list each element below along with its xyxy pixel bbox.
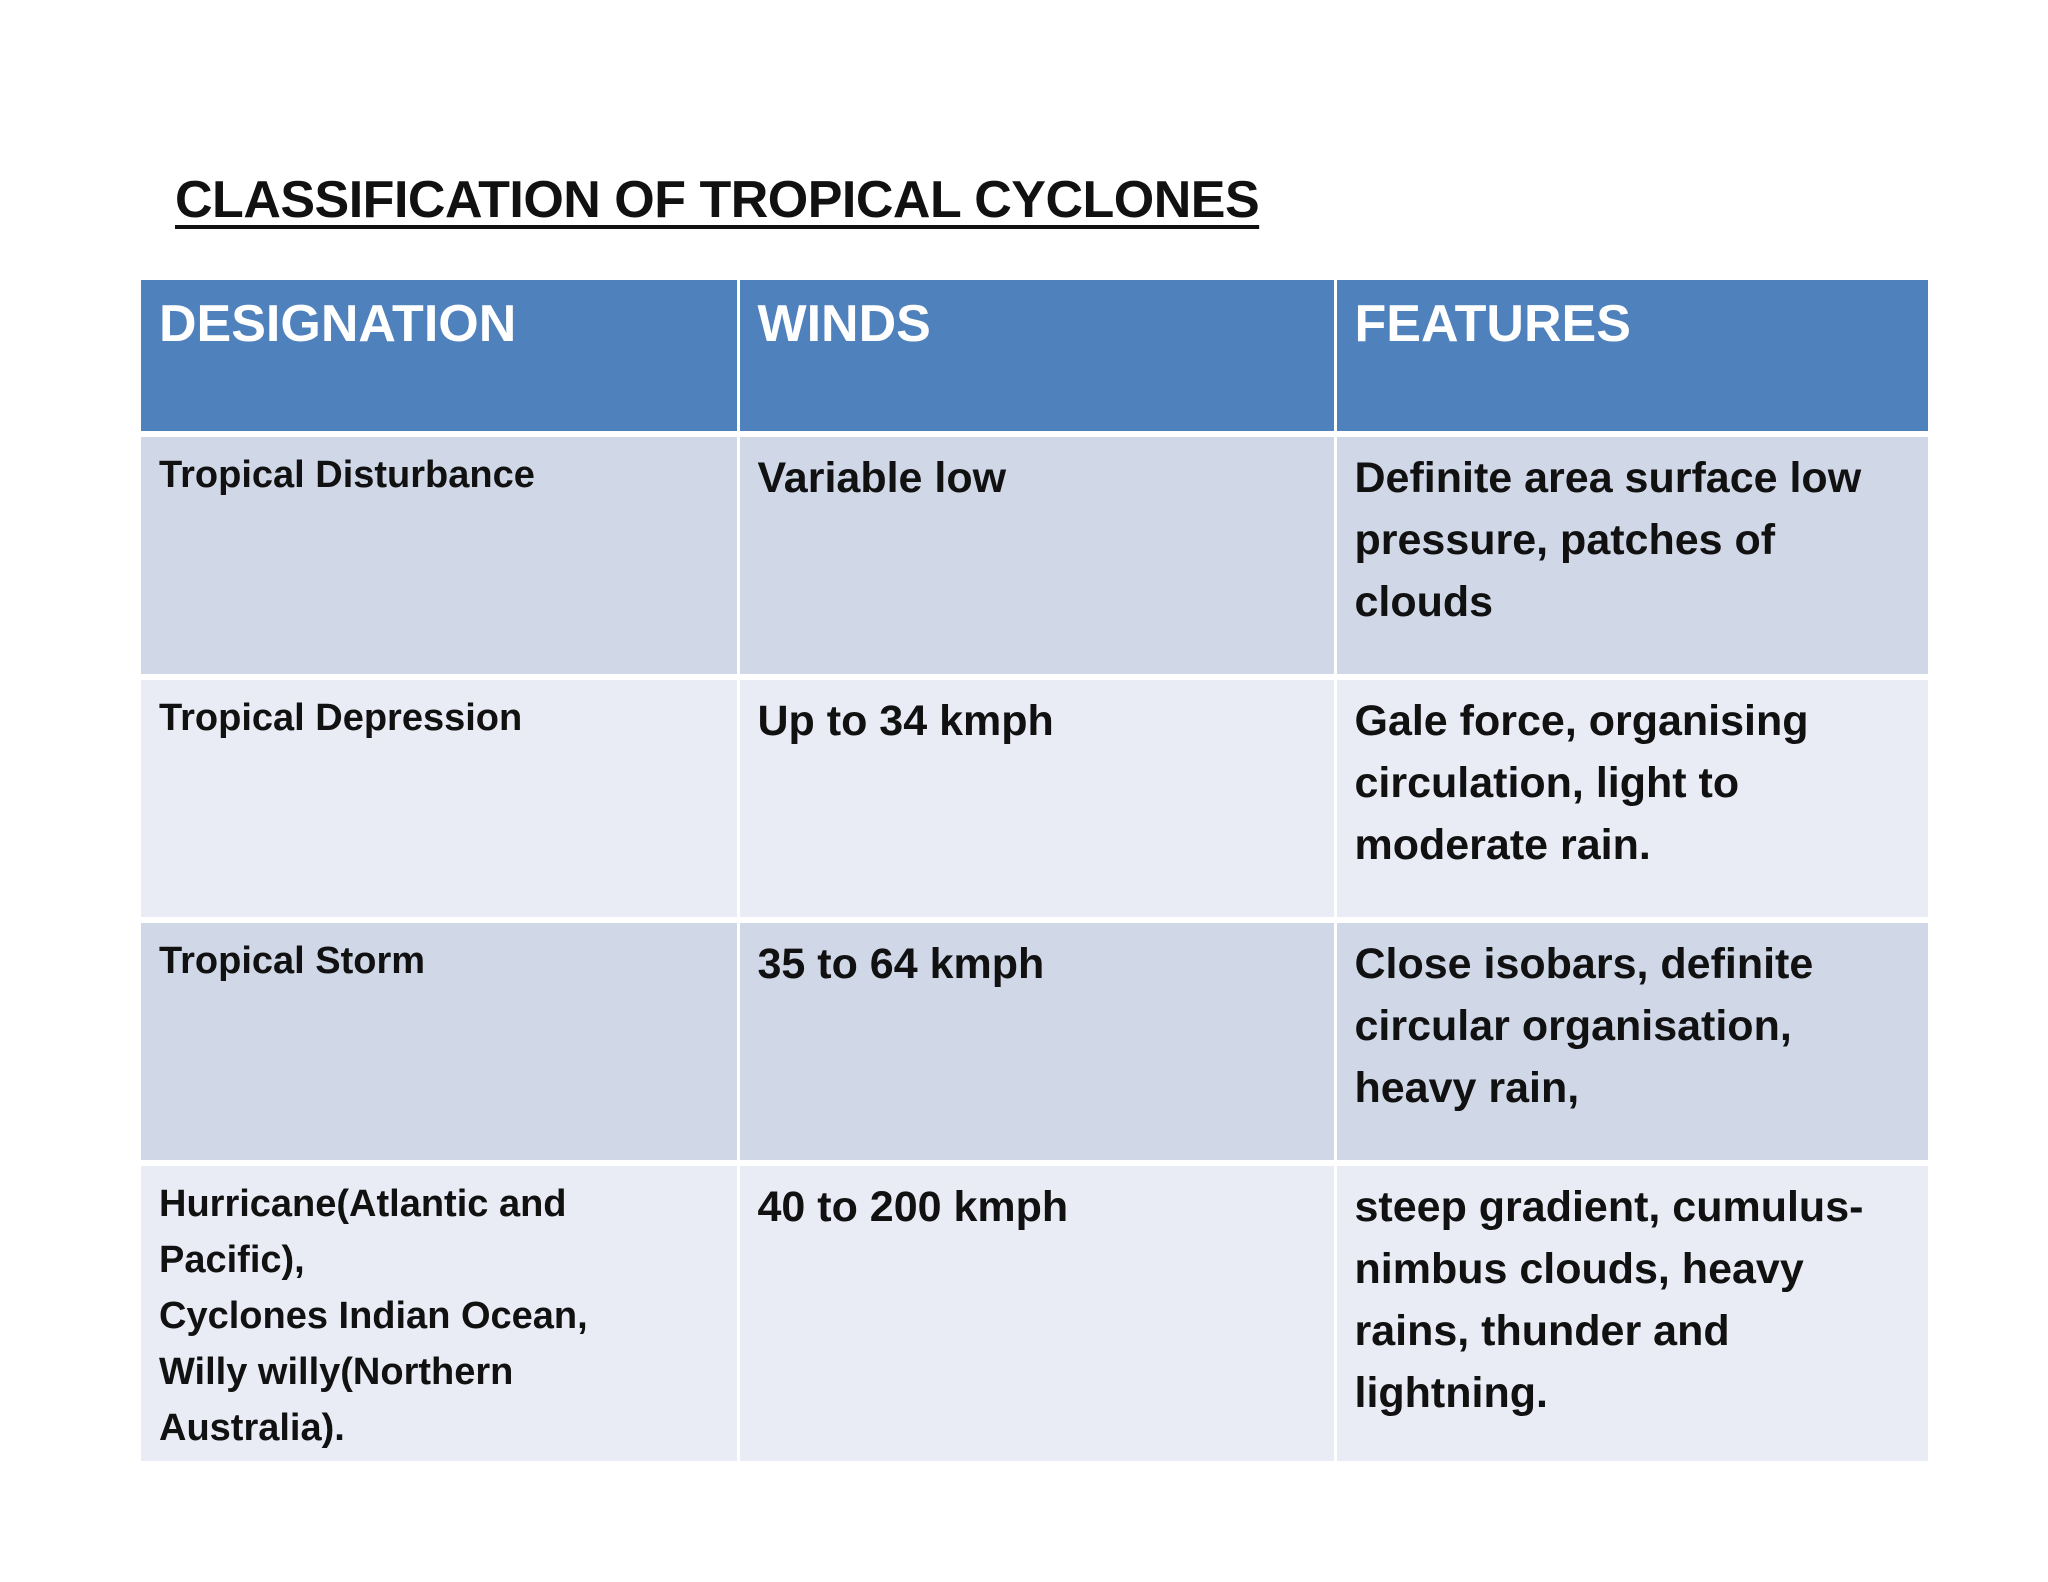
winds-cell: 40 to 200 kmph [738,1163,1335,1461]
features-line: heavy rain, [1354,1064,1580,1112]
cyclone-classification-table-container [141,280,1928,1461]
designation-cell [141,920,738,1163]
header-features: FEATURES [1335,280,1928,434]
winds-cell: Up to 34 kmph [738,677,1335,920]
features-line: circulation, light to [1354,759,1740,807]
features-cell [1335,677,1928,920]
header-winds: WINDS [738,280,1335,434]
table-row [141,1163,1928,1461]
features-cell [1335,434,1928,677]
features-cell [1335,920,1928,1163]
features-cell [1335,1163,1928,1461]
features-line: clouds [1354,578,1494,626]
slide-title: CLASSIFICATION OF TROPICAL CYCLONES [175,171,1260,229]
features-line: nimbus clouds, heavy [1354,1245,1804,1293]
winds-cell: 35 to 64 kmph [738,920,1335,1163]
features-line: Gale force, organising [1354,697,1809,745]
features-line: Close isobars, definite [1354,940,1814,988]
table-row [141,920,1928,1163]
designation-line: Pacific), [159,1239,305,1281]
features-line: moderate rain. [1354,821,1651,869]
designation-line: Tropical Disturbance [159,454,535,496]
designation-line: Willy willy(Northern [159,1351,514,1393]
features-line: lightning. [1354,1369,1548,1417]
designation-line: Australia). [159,1407,345,1449]
features-line: pressure, patches of [1354,516,1776,564]
cyclone-classification-table [141,280,1928,1461]
header-designation: DESIGNATION [141,280,738,434]
designation-cell [141,677,738,920]
designation-line: Cyclones Indian Ocean, [159,1295,588,1337]
designation-line: Hurricane(Atlantic and [159,1183,567,1225]
table-header-row [141,280,1928,434]
designation-cell [141,1163,738,1461]
features-line: rains, thunder and [1354,1307,1730,1355]
features-line: Definite area surface low [1354,454,1862,502]
features-line: circular organisation, [1354,1002,1792,1050]
table-row [141,677,1928,920]
winds-cell: Variable low [738,434,1335,677]
designation-cell [141,434,738,677]
designation-line: Tropical Depression [159,697,523,739]
features-line: steep gradient, cumulus- [1354,1183,1864,1231]
designation-line: Tropical Storm [159,940,426,982]
table-row [141,434,1928,677]
